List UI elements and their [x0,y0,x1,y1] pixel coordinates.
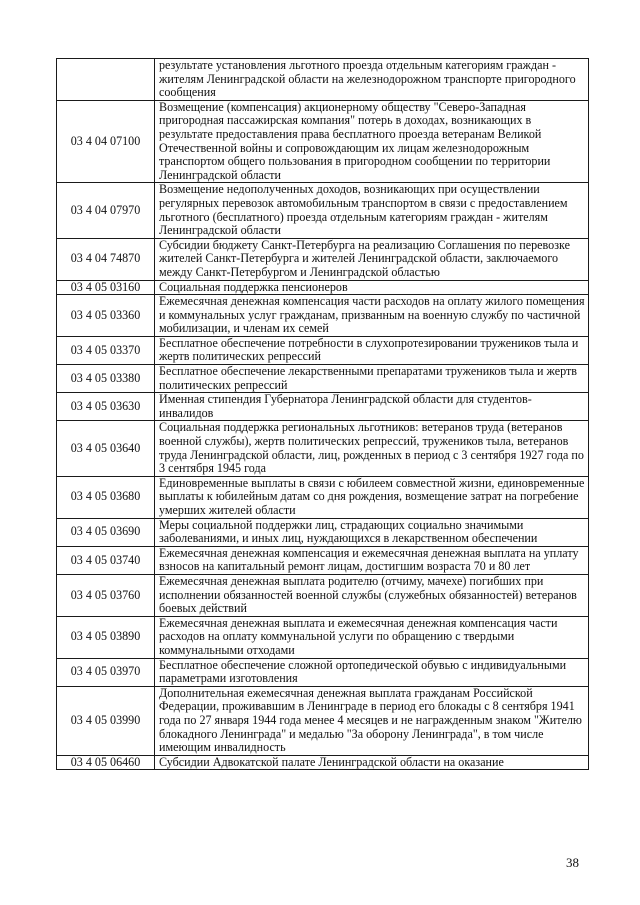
row-code: 03 4 04 74870 [57,238,155,280]
page-number: 38 [566,855,579,870]
table-row [57,686,589,755]
table-row [57,336,589,364]
row-code: 03 4 04 07970 [57,183,155,238]
row-code: 03 4 05 03740 [57,546,155,574]
table-row [57,280,589,295]
table-row [57,393,589,421]
row-description: Субсидии Адвокатской палате Ленинградской области на оказание [155,755,589,770]
table-row [57,755,589,770]
table-row [57,518,589,546]
table-row [57,546,589,574]
row-description: Бесплатное обеспечение потребности в слухопротезировании тружеников тыла и жертв политических репрессий [155,336,589,364]
row-description: Ежемесячная денежная компенсация и ежемесячная денежная выплата на уплату взносов на капитальный ремонт лицам, достигшим возраста 70 и 80 лет [155,546,589,574]
row-code: 03 4 05 03640 [57,421,155,476]
row-description: Ежемесячная денежная выплата родителю (отчиму, мачехе) погибших при исполнении обязанностей военной службы (служебных обязанностей) ветеранов боевых действий [155,574,589,616]
table-row [57,421,589,476]
row-code: 03 4 05 03360 [57,295,155,337]
table-row [57,574,589,616]
table-row [57,183,589,238]
row-description: Ежемесячная денежная компенсация части расходов на оплату жилого помещения и коммунальных услуг гражданам, призванным на военную службу по частичной мобилизации, и членам их семей [155,295,589,337]
budget-classification-table [56,58,589,770]
row-description: Возмещение (компенсация) акционерному обществу "Северо-Западная пригородная пассажирская компания" потерь в доходах, возникающих в результате предоставления права бесплатного проезда ветеранам Великой Отечественной войны и сопровождающим их лицам железнодорожным транспортом общего пользования в пригородном сообщении по территории Ленинградской области [155,100,589,183]
row-code: 03 4 05 03680 [57,476,155,518]
row-description: Дополнительная ежемесячная денежная выплата гражданам Российской Федерации, проживавшим в Ленинграде в период его блокады с 8 сентября 1941 года по 27 января 1944 года менее 4 месяцев и не награжденным знаком "Жителю блокадного Ленинграда" и медалью "За оборону Ленинграда", в том числе имеющим инвалидность [155,686,589,755]
row-description: Социальная поддержка региональных льготников: ветеранов труда (ветеранов военной службы), жертв политических репрессий, тружеников тыла, ветеранов труда Ленинградской области, лиц, рожденных в период с 3 сентября 1927 года по 3 сентября 1945 года [155,421,589,476]
table-row [57,365,589,393]
row-code: 03 4 05 03160 [57,280,155,295]
row-code: 03 4 05 03380 [57,365,155,393]
row-code: 03 4 05 03370 [57,336,155,364]
row-code: 03 4 05 03630 [57,393,155,421]
table-row [57,295,589,337]
row-code [57,59,155,101]
row-description: Субсидии бюджету Санкт-Петербурга на реализацию Соглашения по перевозке жителей Санкт-Петербурга и жителей Ленинградской области, заключаемого между Санкт-Петербургом и Ленинградской областью [155,238,589,280]
row-description: Социальная поддержка пенсионеров [155,280,589,295]
table-row [57,658,589,686]
row-description: Единовременные выплаты в связи с юбилеем совместной жизни, единовременные выплаты к юбилейным датам со дня рождения, возмещение затрат на погребение умерших жителей области [155,476,589,518]
row-description: результате установления льготного проезда отдельным категориям граждан - жителям Ленинградской области на железнодорожном транспорте пригородного сообщения [155,59,589,101]
row-description: Меры социальной поддержки лиц, страдающих социально значимыми заболеваниями, и иных лиц, нуждающихся в лекарственном обеспечении [155,518,589,546]
row-description: Бесплатное обеспечение лекарственными препаратами тружеников тыла и жертв политических репрессий [155,365,589,393]
table-row [57,476,589,518]
row-description: Ежемесячная денежная выплата и ежемесячная денежная компенсация части расходов на оплату коммунальной услуги по обращению с твердыми коммунальными отходами [155,616,589,658]
table-row [57,616,589,658]
row-code: 03 4 05 06460 [57,755,155,770]
row-code: 03 4 05 03690 [57,518,155,546]
row-code: 03 4 05 03990 [57,686,155,755]
row-description: Возмещение недополученных доходов, возникающих при осуществлении регулярных перевозок автомобильным транспортом в связи с предоставлением льготного (бесплатного) проезда отдельным категориям граждан - жителям Ленинградской области [155,183,589,238]
row-description: Именная стипендия Губернатора Ленинградской области для студентов-инвалидов [155,393,589,421]
table-row [57,100,589,183]
table-row [57,59,589,101]
row-code: 03 4 04 07100 [57,100,155,183]
table-row [57,238,589,280]
row-description: Бесплатное обеспечение сложной ортопедической обувью с индивидуальными параметрами изготовления [155,658,589,686]
row-code: 03 4 05 03760 [57,574,155,616]
row-code: 03 4 05 03890 [57,616,155,658]
row-code: 03 4 05 03970 [57,658,155,686]
